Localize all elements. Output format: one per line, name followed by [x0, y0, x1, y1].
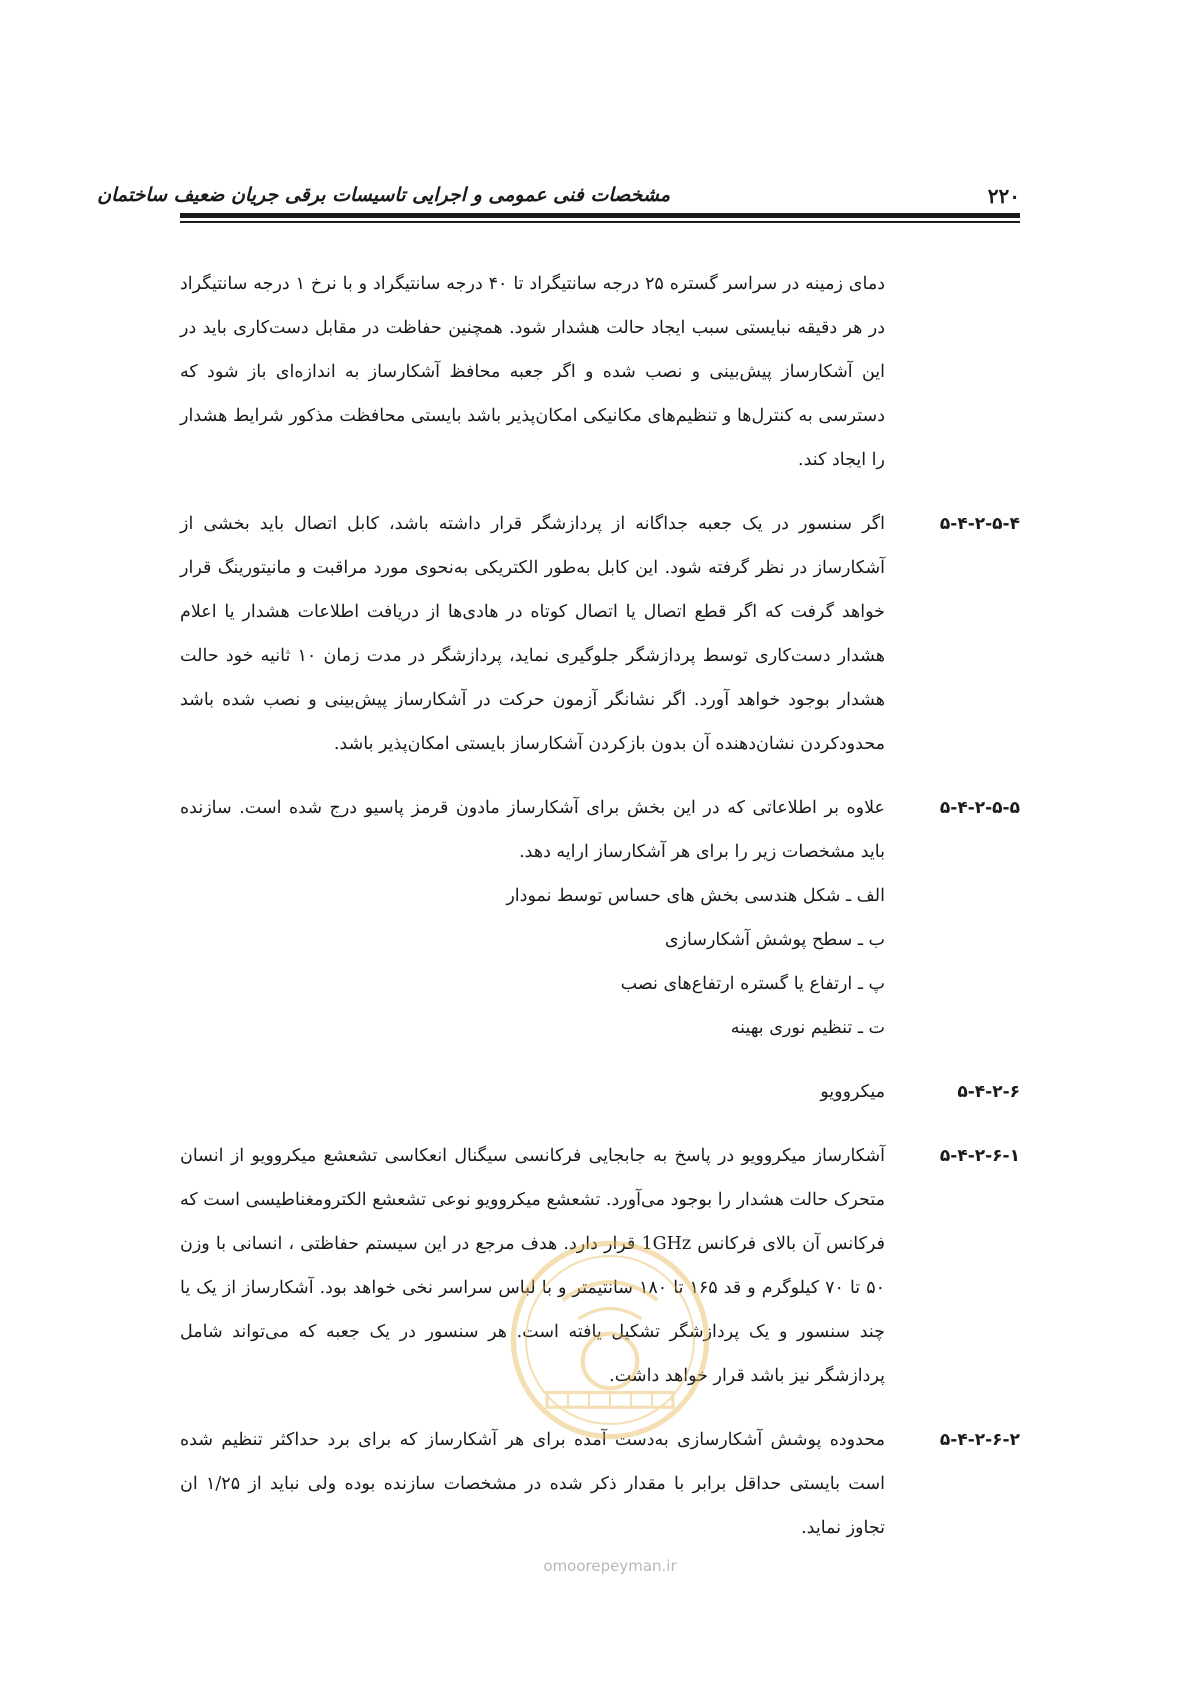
- list-item: پ ـ ارتفاع یا گستره ارتفاع‌های نصب: [620, 974, 885, 994]
- watermark-url: omoorepeyman.ir: [543, 1557, 677, 1575]
- header-rule-thick: [180, 213, 1020, 218]
- section-number: ۵-۴-۲-۶-۲: [939, 1430, 1020, 1450]
- section-5-4-2-5-5: [180, 786, 1020, 1050]
- intro-paragraph: دمای زمینه در سراسر گستره ۲۵ درجه سانتیگراد تا ۴۰ درجه سانتیگراد و با نرخ ۱ درجه سانتیگراد در هر دقیقه نبایستی سبب ایجاد حالت هشدار شود. همچنین حفاظت در مقابل دست‌کاری باید در این آشکارساز پیش‌بینی و نصب شده و اگر جعبه محافظ آشکارساز به اندازه‌ای باز شود که دسترسی به کنترل‌ها و تنظیم‌های مکانیکی امکان‌پذیر باشد بایستی محافظت مذکور شرایط هشدار را ایجاد کند.: [180, 274, 885, 470]
- section-text: علاوه بر اطلاعاتی که در این بخش برای آشکارساز مادون قرمز پاسیو درج شده است. سازنده باید مشخصات زیر را برای هر آشکارساز ارایه دهد.: [180, 798, 885, 862]
- section-text: آشکارساز میکروویو در پاسخ به جابجایی فرکانسی سیگنال انعکاسی تشعشع میکروویو از انسان متحرک حالت هشدار را بوجود می‌آورد. تشعشع میکروویو نوعی تشعشع الکترومغناطیسی است که فرکانس آن بالای فرکانس 1GHz قرار دارد. هدف مرجع در این سیستم حفاظتی ، انسانی با وزن ۵۰ تا ۷۰ کیلوگرم و قد ۱۶۵ تا ۱۸۰ سانتیمتر و با لباس سراسر نخی خواهد بود. آشکارساز از یک یا چند سنسور و یک پردازشگر تشکیل یافته است. هر سنسور در یک جعبه که می‌تواند شامل پردازشگر نیز باشد قرار خواهد داشت.: [180, 1146, 886, 1386]
- header-rule-thin: [180, 221, 1020, 223]
- list-item: الف ـ شکل هندسی بخش های حساس توسط نمودار: [506, 886, 885, 906]
- section-5-4-2-6: [180, 1070, 1020, 1114]
- list-item: ت ـ تنظیم نوری بهینه: [730, 1018, 885, 1038]
- section-number: ۵-۴-۲-۵-۵: [939, 798, 1020, 818]
- watermark-seal: [505, 1235, 715, 1445]
- section-heading: میکروویو: [820, 1082, 885, 1102]
- page-number: ۲۲۰: [987, 184, 1020, 208]
- section-text: محدوده پوشش آشکارسازی به‌دست آمده برای هر آشکارساز که برای برد حداکثر تنظیم شده است بایستی حداقل برابر با مقدار ذکر شده در مشخصات سازنده بوده ولی نباید از ۱/۲۵ ان تجاوز نماید.: [180, 1430, 885, 1538]
- section-text: اگر سنسور در یک جعبه جداگانه از پردازشگر قرار داشته باشد، کابل اتصال باید بخشی از آشکارساز در نظر گرفته شود. این کابل به‌طور الکتریکی به‌نحوی مورد مراقبت و مانیتورینگ قرار خواهد گرفت که اگر قطع اتصال یا اتصال کوتاه در هادی‌ها از دریافت اطلاعات هشدار یا اعلام هشدار دست‌کاری توسط پردازشگر جلوگیری نماید، پردازشگر در مدت زمان ۱۰ ثانیه خود حالت هشدار بوجود خواهد آورد. اگر نشانگر آزمون حرکت در آشکارساز پیش‌بینی و نصب شده باشد محدودکردن نشان‌دهنده آن بدون بازکردن آشکارساز بایستی امکان‌پذیر باشد.: [180, 514, 885, 754]
- list-item: ب ـ سطح پوشش آشکارسازی: [664, 930, 885, 950]
- section-body: [180, 786, 885, 1050]
- section-5-4-2-5-4: [180, 502, 1020, 766]
- section-body: [180, 502, 885, 766]
- section-number: ۵-۴-۲-۶-۱: [939, 1146, 1020, 1166]
- section-number: ۵-۴-۲-۵-۴: [939, 514, 1020, 534]
- section-number: ۵-۴-۲-۶: [957, 1082, 1020, 1102]
- page-header: [97, 176, 1020, 216]
- running-title: مشخصات فنی عمومی و اجرایی تاسیسات برقی جریان ضعیف ساختمان: [97, 184, 670, 206]
